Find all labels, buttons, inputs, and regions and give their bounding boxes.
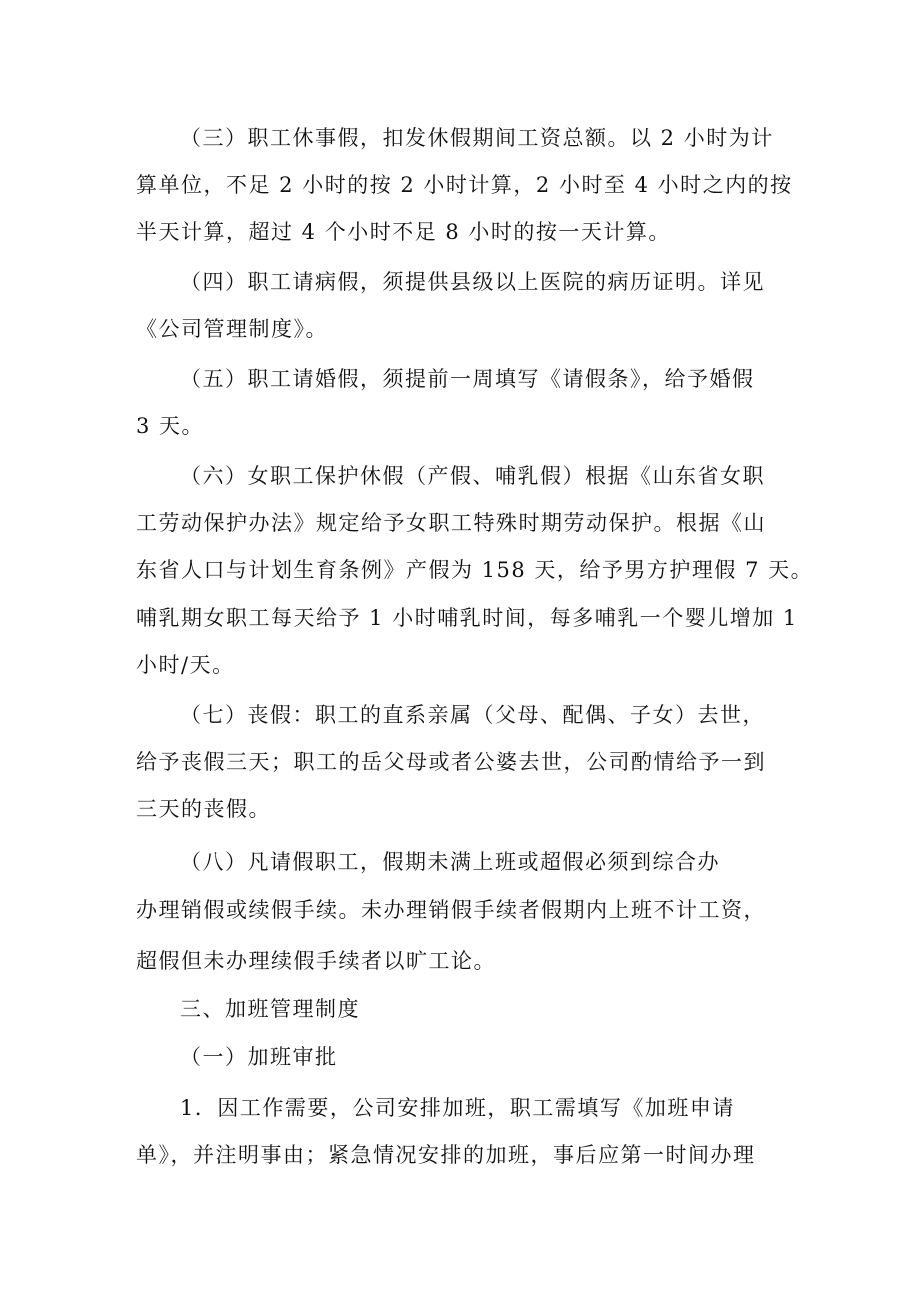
text-line: 半天计算，超过 4 个小时不足 8 小时的按一天计算。 [136, 220, 671, 244]
text-line: 东省人口与计划生育条例》产假为 158 天，给予男方护理假 7 天。 [136, 558, 814, 582]
text-line: （六）女职工保护休假（产假、哺乳假）根据《山东省女职 [180, 464, 765, 488]
text-line: 1．因工作需要，公司安排加班，职工需填写《加班申请 [180, 1096, 735, 1120]
text-line: 算单位，不足 2 小时的按 2 小时计算，2 小时至 4 小时之内的按 [136, 173, 793, 197]
text-line: （八）凡请假职工，假期未满上班或超假必须到综合办 [180, 850, 720, 874]
section-heading: 三、加班管理制度 [180, 997, 360, 1021]
subsection-heading: （一）加班审批 [180, 1045, 338, 1069]
text-line: （七）丧假：职工的直系亲属（父母、配偶、子女）去世， [180, 703, 765, 727]
text-line: 工劳动保护办法》规定给予女职工特殊时期劳动保护。根据《山 [136, 511, 766, 535]
text-line: （五）职工请婚假，须提前一周填写《请假条》，给予婚假 [180, 367, 755, 391]
text-line: （三）职工休事假，扣发休假期间工资总额。以 2 小时为计 [180, 126, 774, 150]
text-line: 哺乳期女职工每天给予 1 小时哺乳时间，每多哺乳一个婴儿增加 1 [136, 606, 798, 630]
text-line: （四）职工请病假，须提供县级以上医院的病历证明。详见 [180, 270, 765, 294]
text-line: 办理销假或续假手续。未办理销假手续者假期内上班不计工资， [136, 898, 766, 922]
text-line: 小时/天。 [136, 653, 235, 677]
text-line: 单》，并注明事由；紧急情况安排的加班，事后应第一时间办理 [136, 1143, 756, 1167]
text-line: 超假但未办理续假手续者以旷工论。 [136, 949, 496, 973]
text-line: 3 天。 [136, 414, 205, 438]
text-line: 《公司管理制度》。 [136, 317, 328, 341]
text-line: 给予丧假三天；职工的岳父母或者公婆去世，公司酌情给予一到 [136, 750, 766, 774]
text-line: 三天的丧假。 [136, 797, 271, 821]
